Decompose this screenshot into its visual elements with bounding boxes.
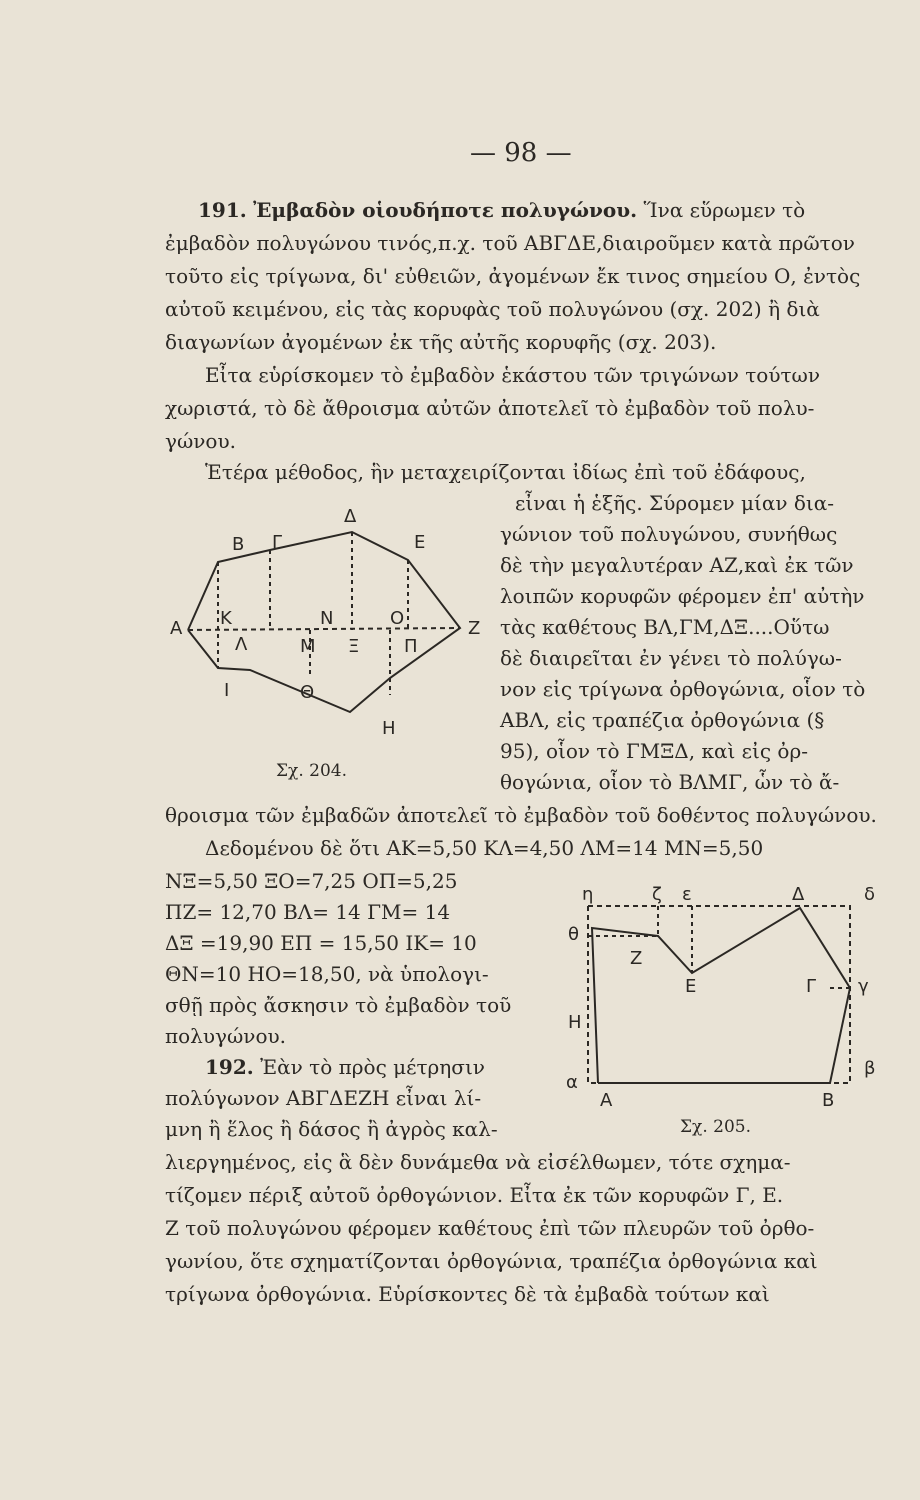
text-line: εἶναι ἡ ἑξῆς. Σύρομεν μίαν δια- — [515, 491, 835, 515]
label-epsilon: ε — [682, 884, 692, 905]
text-line: λιεργημένος, εἰς ἃ δὲν δυνάμεθα νὰ εἰσέλθωμεν, τότε σχημα- — [165, 1150, 791, 1174]
text-line: γώνιον τοῦ πολυγώνου, συνήθως — [500, 522, 838, 546]
text-line: Ἵνα εὕρωμεν τὸ — [643, 198, 806, 222]
text-line: ΝΞ=5,50 ΞΟ=7,25 ΟΠ=5,25 — [165, 869, 458, 893]
text-line: ΔΞ =19,90 ΕΠ = 15,50 ΙΚ= 10 — [165, 931, 477, 955]
text-line: Ζ τοῦ πολυγώνου φέρομεν καθέτους ἐπὶ τῶν πλευρῶν τοῦ ὀρθο- — [165, 1216, 815, 1240]
text-line: ΑΒΛ, εἰς τραπέζια ὀρθογώνια (§ — [500, 708, 825, 732]
label-O: Ο — [390, 608, 405, 629]
text-line: πολυγώνου. — [165, 1024, 286, 1048]
label-Z: Z — [630, 948, 643, 969]
text-line: μνη ἢ ἕλος ἢ δάσος ἢ ἀγρὸς καλ- — [165, 1117, 498, 1141]
text-line: Δεδομένου δὲ ὅτι ΑΚ=5,50 ΚΛ=4,50 ΛΜ=14 ΜΝ=5,50 — [205, 836, 764, 860]
figure-204-diagram — [160, 500, 500, 800]
label-eta: η — [582, 884, 594, 905]
text-line: θογώνια, οἷον τὸ ΒΛΜΓ, ὧν τὸ ἄ- — [500, 770, 840, 794]
text-line: δὲ διαιρεῖται ἐν γένει τὸ πολύγω- — [500, 646, 842, 670]
label-K: Κ — [220, 608, 232, 629]
label-theta: θ — [568, 924, 580, 945]
text-line: σθῇ πρὸς ἄσκησιν τὸ ἐμβαδὸν τοῦ — [165, 993, 512, 1017]
text-line: τὰς καθέτους ΒΛ,ΓΜ,ΔΞ....Οὕτω — [500, 615, 830, 639]
text-line: ΘΝ=10 ΗΟ=18,50, νὰ ὑπολογι- — [165, 962, 489, 986]
label-B: Β — [822, 1090, 835, 1111]
text-line: πολύγωνον ΑΒΓΔΕΖΗ εἶναι λί- — [165, 1086, 482, 1110]
figure-204-caption: Σχ. 204. — [276, 761, 347, 781]
figure-205 — [560, 878, 890, 1140]
section-191-heading-line — [198, 197, 805, 223]
page-number: — 98 — — [470, 138, 572, 168]
label-D: Δ — [344, 506, 357, 527]
text-line: 95), οἷον τὸ ΓΜΞΔ, καὶ εἰς ὀρ- — [500, 739, 808, 763]
section-191-heading: Ἐμβαδὸν οἱουδήποτε πολυγώνου. — [253, 198, 638, 222]
label-A: Α — [170, 618, 183, 639]
label-zeta: ζ — [652, 884, 662, 905]
text-line: γωνίου, ὅτε σχηματίζονται ὀρθογώνια, τραπέζια ὀρθογώνια καὶ — [165, 1249, 818, 1273]
text-line: νον εἰς τρίγωνα ὀρθογώνια, οἷον τὸ — [500, 677, 866, 701]
label-G: Γ — [272, 532, 283, 553]
text-line: αὐτοῦ κειμένου, εἰς τὰς κορυφὰς τοῦ πολυγώνου (σχ. 202) ἢ διὰ — [165, 297, 820, 321]
label-M: Μ — [300, 636, 316, 657]
text-line: διαγωνίων ἀγομένων ἐκ τῆς αὐτῆς κορυφῆς (σχ. 203). — [165, 330, 717, 354]
label-gamma: γ — [858, 976, 869, 997]
label-P: Π — [404, 636, 418, 657]
label-beta: β — [864, 1058, 876, 1079]
label-H: Η — [382, 718, 396, 739]
text-line: Ἑτέρα μέθοδος, ἣν μεταχειρίζονται ἰδίως ἐπὶ τοῦ ἐδάφους, — [205, 460, 806, 484]
text-line: τοῦτο εἰς τρίγωνα, δι' εὐθειῶν, ἀγομένων ἔκ τινος σημείου Ο, ἐντὸς — [165, 264, 861, 288]
section-192-number: 192. — [205, 1055, 254, 1079]
label-E: Ε — [414, 532, 426, 553]
label-D: Δ — [792, 884, 805, 905]
label-N: Ν — [320, 608, 334, 629]
label-B: Β — [232, 534, 245, 555]
figure-205-caption: Σχ. 205. — [680, 1117, 751, 1137]
text-line: ἐμβαδὸν πολυγώνου τινός,π.χ. τοῦ ΑΒΓΔΕ,διαιροῦμεν κατὰ πρῶτον — [165, 231, 855, 255]
text-line: θροισμα τῶν ἐμβαδῶν ἀποτελεῖ τὸ ἐμβαδὸν τοῦ δοθέντος πολυγώνου. — [165, 803, 877, 827]
text-line: Εἶτα εὑρίσκομεν τὸ ἐμβαδὸν ἑκάστου τῶν τριγώνων τούτων — [205, 363, 821, 387]
label-alpha: α — [566, 1072, 578, 1093]
text-line: ΠΖ= 12,70 ΒΛ= 14 ΓΜ= 14 — [165, 900, 451, 924]
label-G: Γ — [806, 976, 817, 997]
label-L: Λ — [235, 634, 248, 655]
text-line: χωριστά, τὸ δὲ ἄθροισμα αὐτῶν ἀποτελεῖ τὸ ἐμβαδὸν τοῦ πολυ- — [165, 396, 815, 420]
figure-205-diagram — [560, 878, 890, 1140]
label-Th: Θ — [300, 682, 315, 703]
figure-204 — [160, 500, 500, 800]
label-delta: δ — [864, 884, 876, 905]
text-line: γώνου. — [165, 429, 236, 453]
text-line: δὲ τὴν μεγαλυτέραν ΑΖ,καὶ ἐκ τῶν — [500, 553, 854, 577]
label-A: Α — [600, 1090, 613, 1111]
label-H: Η — [568, 1012, 582, 1033]
label-X: Ξ — [348, 636, 360, 657]
text-line: Ἐὰν τὸ πρὸς μέτρησιν — [260, 1055, 485, 1079]
section-192-first-line — [205, 1054, 485, 1080]
label-I: Ι — [224, 680, 230, 701]
label-E: E — [685, 976, 697, 997]
text-line: τρίγωνα ὀρθογώνια. Εὑρίσκοντες δὲ τὰ ἐμβαδὰ τούτων καὶ — [165, 1282, 770, 1306]
label-Z: Ζ — [468, 618, 481, 639]
section-191-number: 191. — [198, 198, 247, 222]
text-line: τίζομεν πέριξ αὐτοῦ ὀρθογώνιον. Εἶτα ἐκ τῶν κορυφῶν Γ, Ε. — [165, 1183, 784, 1207]
text-line: λοιπῶν κορυφῶν φέρομεν ἐπ' αὐτὴν — [500, 584, 865, 608]
